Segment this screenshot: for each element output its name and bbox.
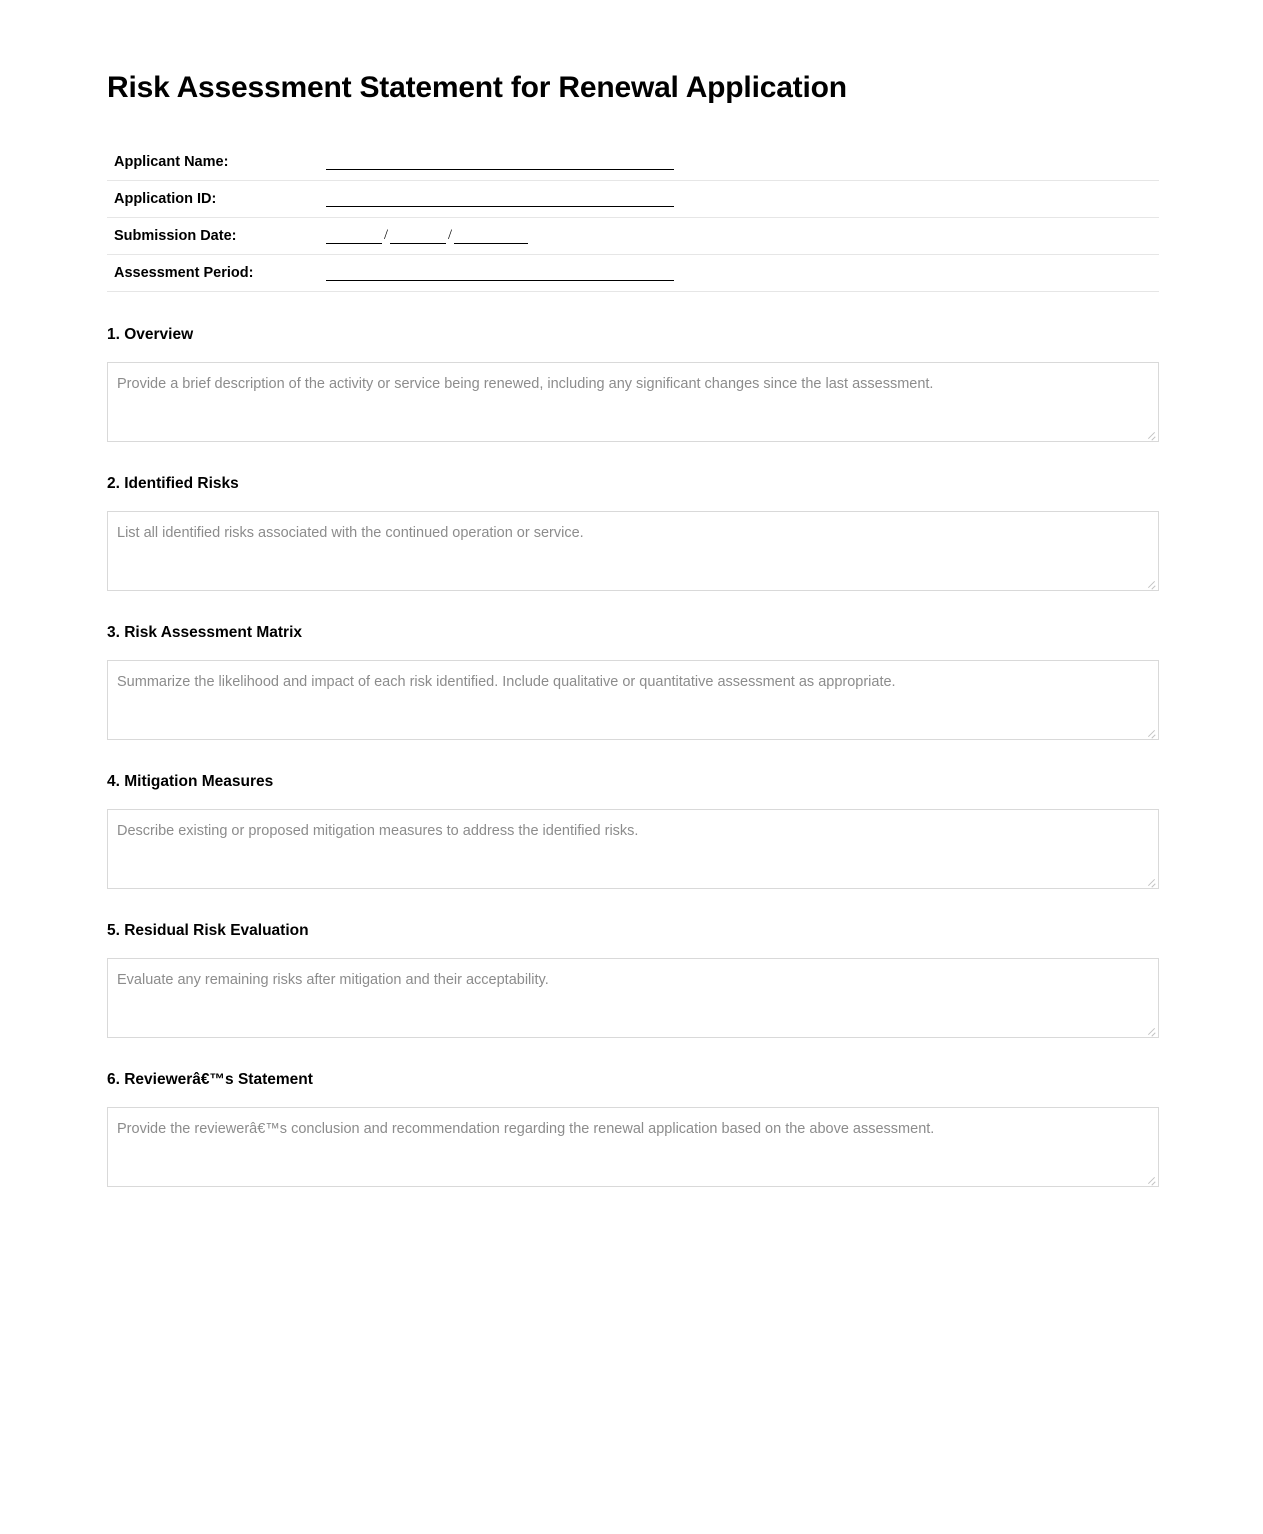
section-heading-mitigation-measures: 4. Mitigation Measures — [107, 773, 274, 790]
field-input-assessment-period[interactable] — [326, 255, 1159, 292]
section-overview — [107, 326, 1158, 442]
blank-line-month — [326, 230, 382, 244]
table-row — [107, 181, 1159, 218]
section-heading-identified-risks: 2. Identified Risks — [107, 475, 239, 492]
field-input-submission-date[interactable] — [326, 218, 1159, 255]
blank-line — [326, 267, 674, 281]
section-heading-reviewers-statement: 6. Reviewerâ€™s Statement — [107, 1071, 313, 1088]
field-label-assessment-period: Assessment Period: — [114, 265, 254, 281]
section-mitigation-measures — [107, 773, 1158, 889]
textarea-overview[interactable] — [107, 362, 1159, 442]
section-residual-risk-evaluation — [107, 922, 1158, 1038]
date-separator-1: / — [384, 227, 389, 243]
textarea-residual-risk-evaluation[interactable] — [107, 958, 1159, 1038]
section-heading-residual-risk-evaluation: 5. Residual Risk Evaluation — [107, 922, 309, 939]
section-heading-risk-assessment-matrix: 3. Risk Assessment Matrix — [107, 624, 302, 641]
field-label-application-id: Application ID: — [114, 191, 217, 207]
textarea-placeholder-identified-risks: List all identified risks associated with the continued operation or service. — [117, 525, 584, 541]
resize-handle-icon[interactable] — [1146, 876, 1156, 886]
textarea-placeholder-reviewers-statement: Provide the reviewerâ€™s conclusion and recommendation regarding the renewal application based on the above assessment. — [117, 1121, 935, 1137]
textarea-mitigation-measures[interactable] — [107, 809, 1159, 889]
resize-handle-icon[interactable] — [1146, 1025, 1156, 1035]
blank-line — [326, 156, 674, 170]
blank-line-year — [454, 230, 528, 244]
textarea-placeholder-residual-risk-evaluation: Evaluate any remaining risks after mitigation and their acceptability. — [117, 972, 549, 988]
section-identified-risks — [107, 475, 1158, 591]
resize-handle-icon[interactable] — [1146, 578, 1156, 588]
resize-handle-icon[interactable] — [1146, 727, 1156, 737]
resize-handle-icon[interactable] — [1146, 1174, 1156, 1184]
textarea-reviewers-statement[interactable] — [107, 1107, 1159, 1187]
table-row — [107, 255, 1159, 292]
blank-line — [326, 193, 674, 207]
section-risk-assessment-matrix — [107, 624, 1158, 740]
field-input-application-id[interactable] — [326, 181, 1159, 218]
table-row — [107, 218, 1159, 255]
resize-handle-icon[interactable] — [1146, 429, 1156, 439]
textarea-placeholder-risk-assessment-matrix: Summarize the likelihood and impact of each risk identified. Include qualitative or quantitative assessment as appropriate. — [117, 674, 896, 690]
textarea-identified-risks[interactable] — [107, 511, 1159, 591]
applicant-meta-table — [107, 144, 1159, 292]
date-separator-2: / — [448, 227, 453, 243]
textarea-risk-assessment-matrix[interactable] — [107, 660, 1159, 740]
blank-line-day — [390, 230, 446, 244]
field-label-applicant-name: Applicant Name: — [114, 154, 229, 170]
page-title: Risk Assessment Statement for Renewal Application — [107, 71, 847, 104]
section-reviewers-statement — [107, 1071, 1158, 1187]
textarea-placeholder-mitigation-measures: Describe existing or proposed mitigation measures to address the identified risks. — [117, 823, 639, 839]
section-heading-overview: 1. Overview — [107, 326, 194, 343]
table-row — [107, 144, 1159, 181]
textarea-placeholder-overview: Provide a brief description of the activity or service being renewed, including any significant changes since the last assessment. — [117, 376, 934, 392]
field-input-applicant-name[interactable] — [326, 144, 1159, 181]
field-label-submission-date: Submission Date: — [114, 228, 237, 244]
